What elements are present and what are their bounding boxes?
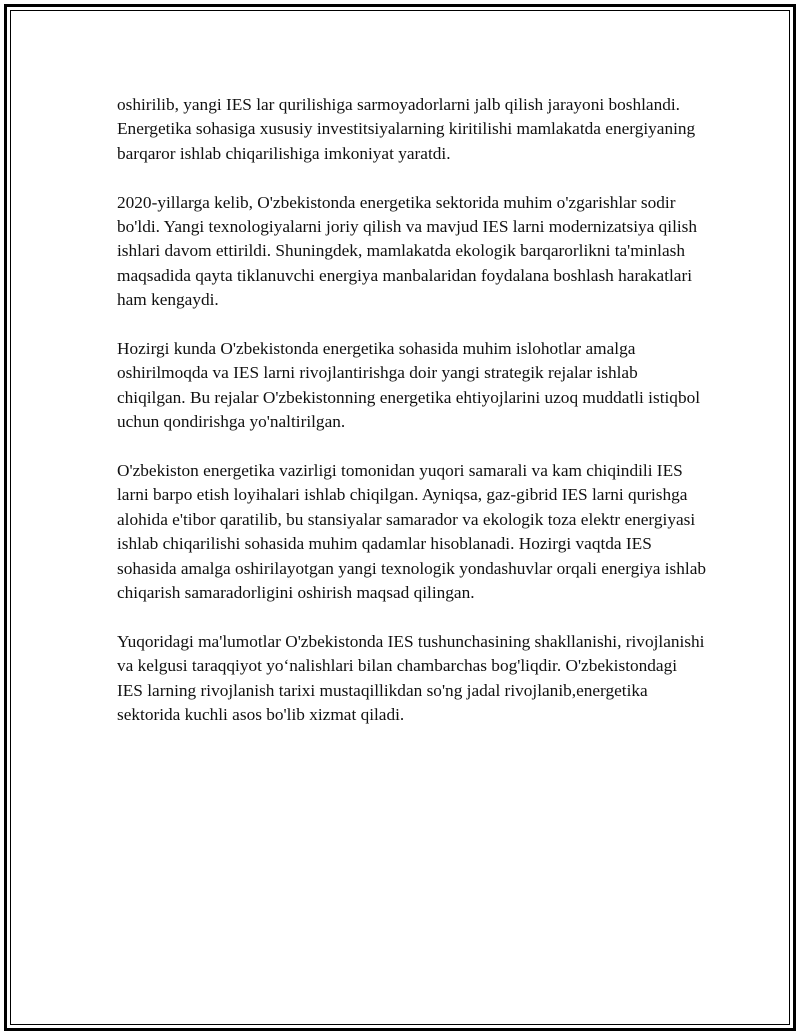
paragraph-1: oshirilib, yangi IES lar qurilishiga sarmoyadorlarni jalb qilish jarayoni boshlandi. Energetika sohasiga xususiy investitsiyalarning kiritilishi mamlakatda energiyaning barqaror ishlab chiqarilishiga imkoniyat yaratdi. [117, 95, 696, 163]
document-body [117, 93, 707, 752]
paragraph-4: O'zbekiston energetika vazirligi tomonidan yuqori samarali va kam chiqindili IES larni barpo etish loyihalari ishlab chiqilgan. Ayniqsa, gaz-gibrid IES larni qurishga alohida e'tibor qaratilib, bu stansiyalar samarador va ekologik toza elektr energiyasi ishlab chiqarilishi sohasida muhim qadamlar hisoblanadi. Hozirgi vaqtda IES sohasida amalga oshirilayotgan yangi texnologik yondashuvlar orqali energiya ishlab chiqarish samaradorligini oshirish maqsad qilingan. [117, 461, 707, 603]
paragraph-5: Yuqoridagi ma'lumotlar O'zbekistonda IES tushunchasining shakllanishi, rivojlanishi va kelgusi taraqqiyot yo‘nalishlari bilan chambarchas bog'liqdir. O'zbekistondagi IES larning rivojlanish tarixi mustaqillikdan so'ng jadal rivojlanib,energetika sektorida kuchli asos bo'lib xizmat qiladi. [117, 631, 705, 725]
paragraph-2: 2020-yillarga kelib, O'zbekistonda energetika sektorida muhim o'zgarishlar sodir bo'ldi. Yangi texnologiyalarni joriy qilish va mavjud IES larni modernizatsiya qilish ishlari davom ettirildi. Shuningdek, mamlakatda ekologik barqarorlikni ta'minlash maqsadida qayta tiklanuvchi energiya manbalaridan foydalana boshlash harakatlari ham kengaydi. [117, 192, 698, 310]
paragraph-3: Hozirgi kunda O'zbekistonda energetika sohasida muhim islohotlar amalga oshirilmoqda va IES larni rivojlantirishga doir yangi strategik rejalar ishlab chiqilgan. Bu rejalar O'zbekistonning energetika ehtiyojlarini uzoq muddatli istiqbol uchun qondirishga yo'naltirilgan. [117, 339, 701, 432]
